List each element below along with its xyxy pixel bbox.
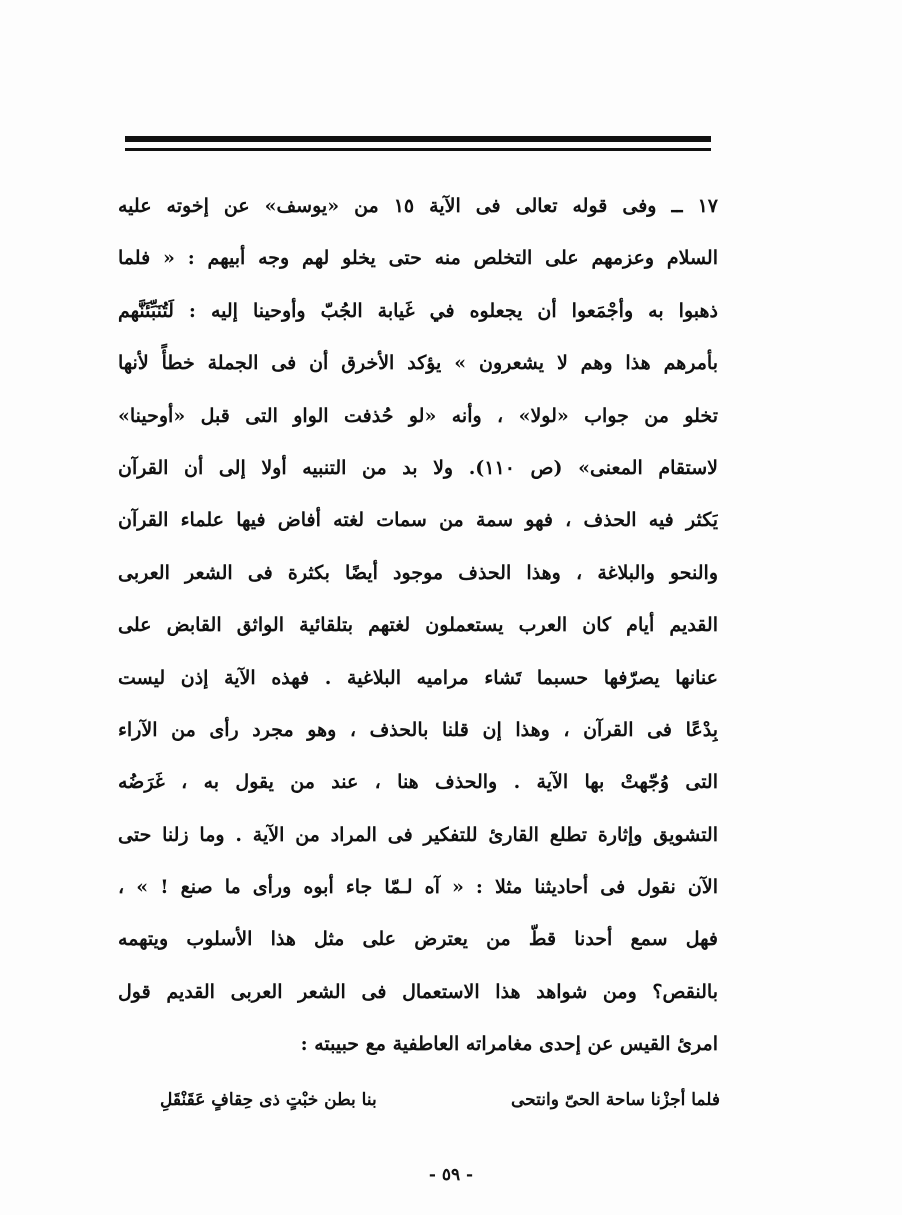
paragraph-line: التى وُجّهتْ بها الآية . والحذف هنا ، عند من يقول به ، غَرَضُه bbox=[118, 771, 718, 794]
paragraph-line: ١٧ ــ وفى قوله تعالى فى الآية ١٥ من «يوسف» عن إخوته عليه bbox=[118, 195, 718, 217]
paragraph-line: القديم أيام كان العرب يستعملون لغتهم بتلقائية الواثق القابض على bbox=[118, 614, 718, 637]
paragraph-line: امرئ القيس عن إحدى مغامراته العاطفية مع حبيبته : bbox=[300, 1033, 718, 1056]
main-paragraph bbox=[118, 180, 718, 1071]
paragraph-line: عنانها يصرّفها حسبما تَشاء مراميه البلاغية . فهذه الآية إذن ليست bbox=[118, 666, 718, 689]
paragraph-line: يَكثر فيه الحذف ، فهو سمة من سمات لغته أفاض فيها علماء القرآن bbox=[118, 509, 718, 532]
paragraph-line: لاستقام المعنى» (ص ١١٠). ولا بد من التنبيه أولا إلى أن القرآن bbox=[118, 456, 718, 479]
paragraph-line: والنحو والبلاغة ، وهذا الحذف موجود أيضًا بكثرة فى الشعر العربى bbox=[118, 561, 718, 584]
poetry-verse bbox=[160, 1090, 720, 1110]
verse-second-hemistich: بنا بطن خبْتٍ ذى حِقافٍ عَقَنْقَلِ bbox=[160, 1090, 377, 1110]
paragraph-line: الآن نقول فى أحاديثنا مثلا : « آه لـمّا جاء أبوه ورأى ما صنع ! » ، bbox=[118, 876, 718, 899]
page-number: - ٥٩ - bbox=[428, 1165, 474, 1185]
paragraph-line: التشويق وإثارة تطلع القارئ للتفكير فى المراد من الآية . وما زلنا حتى bbox=[118, 823, 718, 846]
paragraph-line: تخلو من جواب «لولا» ، وأنه «لو حُذفت الواو التى قبل «أوحينا» bbox=[118, 404, 718, 427]
paragraph-line: السلام وعزمهم على التخلص منه حتى يخلو لهم وجه أبيهم : « فلما bbox=[118, 247, 718, 270]
paragraph-line: بالنقص؟ ومن شواهد هذا الاستعمال فى الشعر العربى القديم قول bbox=[118, 980, 718, 1003]
verse-first-hemistich: فلما أجزْنا ساحة الحىّ وانتحى bbox=[511, 1090, 720, 1110]
paragraph-line: ذهبوا به وأجْمَعوا أن يجعلوه في غَيابة الجُبّ وأوحينا إليه : لَتُنَبِّئَنَّهم bbox=[118, 299, 718, 322]
paragraph-line: بِدْعًا فى القرآن ، وهذا إن قلنا بالحذف ، وهو مجرد رأى من الآراء bbox=[118, 718, 718, 741]
paragraph-line: فهل سمع أحدنا قطّ من يعترض على مثل هذا الأسلوب ويتهمه bbox=[118, 928, 718, 951]
header-rule-thin bbox=[125, 148, 711, 151]
paragraph-line: بأمرهم هذا وهم لا يشعرون » يؤكد الأخرق أن فى الجملة خطأً لأنها bbox=[118, 352, 718, 375]
header-rule-thick bbox=[125, 136, 711, 142]
